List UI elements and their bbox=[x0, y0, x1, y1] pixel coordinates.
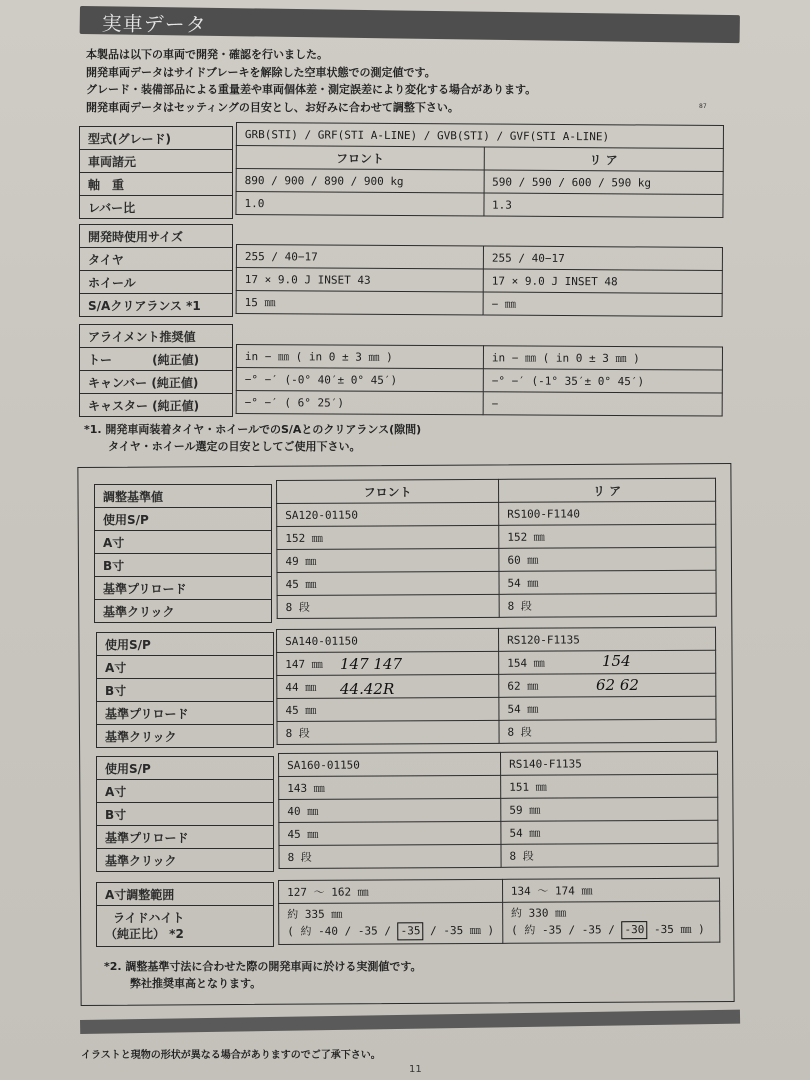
tire-front: 255 / 40−17 bbox=[236, 245, 483, 270]
set1-front-preload: 45 ㎜ bbox=[277, 571, 499, 595]
set1-front-a: 152 ㎜ bbox=[277, 525, 499, 549]
b-dim-label: B寸 bbox=[97, 803, 274, 826]
caster-rear: − bbox=[483, 392, 722, 416]
alignment-values bbox=[236, 344, 723, 417]
intro-line: グレード・装備部品による重量差や車両個体差・測定誤差により変化する場合があります。 bbox=[86, 83, 537, 96]
toe-label: トー (純正値) bbox=[80, 348, 233, 371]
a-dim-label: A寸 bbox=[95, 531, 272, 554]
set2-front-a: 147 ㎜ bbox=[277, 651, 499, 675]
set3-rear-a: 151 ㎜ bbox=[501, 774, 718, 798]
set2-rear-click: 8 段 bbox=[499, 719, 716, 743]
set1-front-spring: SA120-01150 bbox=[277, 502, 499, 526]
ride-rear-diff-b: -35 ㎜ ) bbox=[653, 922, 705, 937]
model-value: GRB(STI) / GRF(STI A-LINE) / GVB(STI) / GVF(STI A-LINE) bbox=[236, 123, 723, 149]
preload-label: 基準プリロード bbox=[97, 702, 274, 725]
handwritten-front-b: 44.42R bbox=[340, 680, 395, 698]
set3-rear-b: 59 ㎜ bbox=[501, 797, 718, 821]
camber-front: −° −′ (-0° 40′± 0° 45′) bbox=[236, 368, 483, 392]
handwritten-rear-a: 154 bbox=[602, 652, 631, 670]
tire-label: タイヤ bbox=[80, 248, 233, 271]
spec-label: 車両諸元 bbox=[80, 150, 233, 173]
ride-front-diff-a: ( 約 -40 / -35 / bbox=[287, 924, 392, 938]
a-range-rear: 134 ～ 174 ㎜ bbox=[502, 878, 719, 902]
camber-label: キャンバー (純正値) bbox=[80, 371, 233, 394]
set1-front-click: 8 段 bbox=[277, 594, 499, 618]
toe-rear: in − ㎜ ( in 0 ± 3 ㎜ ) bbox=[483, 346, 722, 370]
intro-line: 開発車両データはサイドブレーキを解除した空車状態での測定値です。 bbox=[86, 65, 436, 79]
footnote-2 bbox=[104, 958, 422, 992]
set3-rear-preload: 54 ㎜ bbox=[501, 820, 718, 844]
a-range-label: A寸調整範囲 bbox=[97, 883, 274, 906]
set1-rear-click: 8 段 bbox=[499, 593, 716, 617]
handwritten-rear-b: 62 62 bbox=[596, 676, 639, 694]
adjustment-labels-2 bbox=[96, 632, 274, 748]
set2-rear-b: 62 ㎜ bbox=[499, 673, 716, 697]
front-header: フロント bbox=[236, 146, 484, 171]
footnote-1 bbox=[84, 421, 421, 455]
set1-rear-b: 60 ㎜ bbox=[499, 547, 716, 571]
ride-rear-boxed-value: -30 bbox=[621, 921, 647, 939]
spring-label: 使用S/P bbox=[97, 757, 274, 780]
clearance-front: 15 ㎜ bbox=[236, 291, 483, 316]
set2-rear-spring: RS120-F1135 bbox=[498, 627, 715, 651]
alignment-title: アライメント推奨値 bbox=[80, 325, 233, 348]
ride-height-rear-diff bbox=[511, 921, 711, 940]
wheel-front: 17 × 9.0 J INSET 43 bbox=[236, 268, 483, 293]
dev-size-title: 開発時使用サイズ bbox=[80, 225, 233, 248]
ride-rear-diff-a: ( 約 -35 / -35 / bbox=[511, 923, 615, 937]
adjust-front-header: フロント bbox=[277, 479, 499, 503]
dev-size-values bbox=[236, 244, 723, 317]
axle-weight-label: 軸 重 bbox=[80, 173, 233, 196]
set3-front-spring: SA160-01150 bbox=[279, 752, 501, 776]
spring-label: 使用S/P bbox=[97, 633, 274, 656]
wheel-label: ホイール bbox=[80, 271, 233, 294]
ride-height-front bbox=[279, 902, 503, 944]
alignment-labels bbox=[79, 324, 233, 417]
corner-mark: 87 bbox=[699, 103, 707, 110]
lever-ratio-rear: 1.3 bbox=[483, 193, 723, 217]
vehicle-spec-labels bbox=[79, 126, 233, 219]
set2-front-spring: SA140-01150 bbox=[277, 628, 499, 652]
set3-front-click: 8 段 bbox=[279, 844, 501, 868]
footnote-2-line: *2. 調整基準寸法に合わせた際の開発車両に於ける実測値です。 bbox=[104, 960, 422, 973]
ride-height-front-value: 約 335 ㎜ bbox=[287, 907, 343, 921]
rear-header: リ ア bbox=[484, 147, 724, 171]
caster-front: −° −′ ( 6° 25′) bbox=[236, 391, 483, 415]
ride-height-label bbox=[97, 906, 274, 947]
ride-height-front-diff bbox=[287, 922, 494, 941]
set3-rear-click: 8 段 bbox=[501, 843, 718, 867]
adjustment-labels-3 bbox=[96, 756, 274, 872]
ride-height-rear bbox=[502, 901, 719, 943]
set2-front-b: 44 ㎜ bbox=[277, 674, 499, 698]
intro-line: 開発車両データはセッティングの目安とし、お好みに合わせて調整下さい。 bbox=[86, 100, 459, 114]
footnote-2-line: 弊社推奨車高となります。 bbox=[130, 977, 262, 990]
ride-height-label-2: （純正比） *2 bbox=[105, 927, 184, 941]
axle-weight-front: 890 / 900 / 890 / 900 kg bbox=[236, 169, 484, 194]
clearance-rear: − ㎜ bbox=[483, 292, 722, 316]
click-label: 基準クリック bbox=[97, 725, 274, 748]
set3-front-b: 40 ㎜ bbox=[279, 798, 501, 822]
set1-front-b: 49 ㎜ bbox=[277, 548, 499, 572]
ride-front-boxed-value: -35 bbox=[398, 922, 424, 940]
page-number: 11 bbox=[409, 1064, 422, 1075]
section-title-bar bbox=[80, 6, 740, 43]
set1-rear-spring: RS100-F1140 bbox=[499, 501, 716, 525]
ride-front-diff-b: / -35 ㎜ ) bbox=[430, 923, 495, 938]
click-label: 基準クリック bbox=[95, 600, 272, 623]
intro-text bbox=[86, 46, 536, 116]
range-labels bbox=[96, 882, 274, 947]
footnote-1-line: タイヤ・ホイール選定の目安としてご使用下さい。 bbox=[108, 440, 361, 453]
set2-front-preload: 45 ㎜ bbox=[277, 697, 499, 721]
adjustment-title: 調整基準値 bbox=[95, 485, 272, 508]
a-dim-label: A寸 bbox=[97, 656, 274, 679]
preload-label: 基準プリロード bbox=[95, 577, 272, 600]
clearance-label: S/Aクリアランス *1 bbox=[80, 294, 233, 317]
set2-front-click: 8 段 bbox=[277, 720, 499, 744]
dev-size-labels bbox=[79, 224, 233, 317]
wheel-rear: 17 × 9.0 J INSET 48 bbox=[483, 269, 722, 293]
ride-height-label-1: ライドハイト bbox=[113, 911, 185, 925]
click-label: 基準クリック bbox=[97, 849, 274, 872]
section-title: 実車データ bbox=[101, 11, 207, 37]
footer-disclaimer: イラストと現物の形状が異なる場合がありますのでご了承下さい。 bbox=[81, 1050, 381, 1061]
footnote-1-line: *1. 開発車両装着タイヤ・ホイールでのS/Aとのクリアランス(隙間) bbox=[84, 423, 422, 436]
handwritten-front-a: 147 147 bbox=[340, 655, 403, 673]
set2-rear-a: 154 ㎜ bbox=[499, 650, 716, 674]
set1-rear-a: 152 ㎜ bbox=[499, 524, 716, 548]
set3-rear-spring: RS140-F1135 bbox=[500, 751, 717, 775]
footer-bar bbox=[80, 1010, 740, 1034]
axle-weight-rear: 590 / 590 / 600 / 590 kg bbox=[484, 170, 724, 194]
set2-rear-preload: 54 ㎜ bbox=[499, 696, 716, 720]
model-label: 型式(グレード) bbox=[80, 127, 233, 150]
lever-ratio-label: レバー比 bbox=[80, 196, 233, 219]
intro-line: 本製品は以下の車両で開発・確認を行いました。 bbox=[86, 48, 328, 61]
range-values bbox=[278, 878, 720, 945]
a-dim-label: A寸 bbox=[97, 780, 274, 803]
preload-label: 基準プリロード bbox=[97, 826, 274, 849]
adjust-rear-header: リ ア bbox=[498, 478, 715, 502]
tire-rear: 255 / 40−17 bbox=[483, 246, 722, 270]
adjustment-values-3 bbox=[278, 751, 719, 869]
caster-label: キャスター (純正値) bbox=[80, 394, 233, 417]
b-dim-label: B寸 bbox=[97, 679, 274, 702]
adjustment-labels-1 bbox=[94, 484, 272, 623]
camber-rear: −° −′ (-1° 35′± 0° 45′) bbox=[483, 369, 722, 393]
vehicle-spec-values bbox=[235, 122, 724, 218]
a-range-front: 127 ～ 162 ㎜ bbox=[279, 879, 503, 903]
ride-height-rear-value: 約 330 ㎜ bbox=[510, 906, 567, 920]
set3-front-preload: 45 ㎜ bbox=[279, 821, 501, 845]
toe-front: in − ㎜ ( in 0 ± 3 ㎜ ) bbox=[236, 345, 483, 369]
lever-ratio-front: 1.0 bbox=[236, 192, 484, 217]
set1-rear-preload: 54 ㎜ bbox=[499, 570, 716, 594]
spring-label: 使用S/P bbox=[95, 508, 272, 531]
b-dim-label: B寸 bbox=[95, 554, 272, 577]
adjustment-values-1 bbox=[276, 478, 717, 619]
set3-front-a: 143 ㎜ bbox=[279, 775, 501, 799]
